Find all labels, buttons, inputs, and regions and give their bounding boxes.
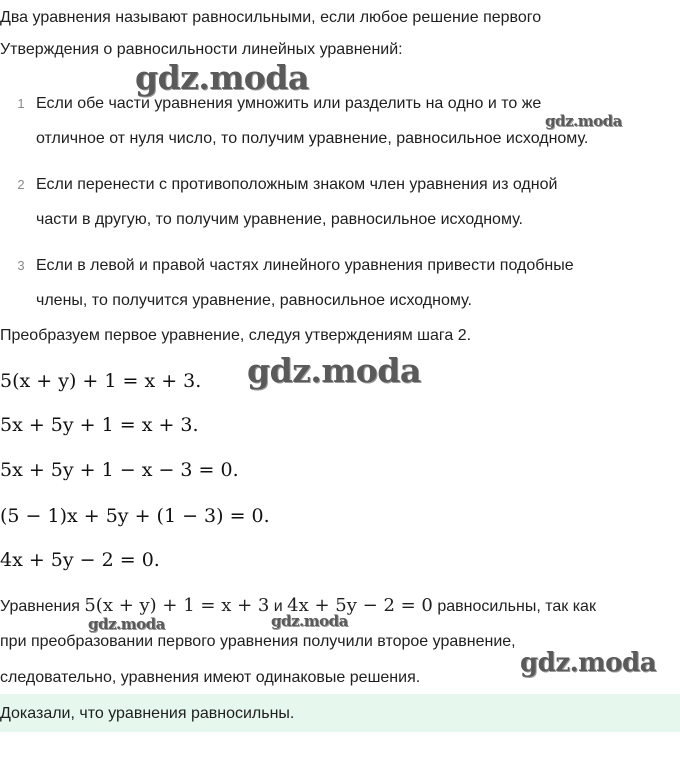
conclusion-box <box>0 694 680 732</box>
statement-line: Если в левой и правой частях линейного уравнения привести подобные <box>36 257 574 274</box>
summary-conjunction: и <box>269 598 288 615</box>
statement-number: 3 <box>17 258 25 273</box>
watermark-logo: gdz.moda <box>88 615 165 633</box>
summary-equation-1: 5(x + y) + 1 = x + 3 <box>84 595 270 616</box>
equation-step: (5 − 1)x + 5y + (1 − 3) = 0. <box>0 505 270 527</box>
statement-number: 1 <box>17 96 25 111</box>
summary-equation-2: 4x + 5y − 2 = 0 <box>287 595 433 616</box>
watermark-logo: gdz.moda <box>271 612 348 630</box>
statement-line: Если перенести с противоположным знаком член уравнения из одной <box>36 176 558 193</box>
equation-step: 4x + 5y − 2 = 0. <box>0 549 160 571</box>
statement-number: 2 <box>17 177 25 192</box>
statement-line: члены, то получится уравнение, равносильное исходному. <box>36 292 472 309</box>
equation-step: 5x + 5y + 1 − x − 3 = 0. <box>0 459 239 481</box>
conclusion-text: Доказали, что уравнения равносильны. <box>0 705 295 722</box>
transform-intro: Преобразуем первое уравнение, следуя утверждениям шага 2. <box>0 327 472 344</box>
statement-line: отличное от нуля число, то получим уравнение, равносильное исходному. <box>36 130 589 147</box>
summary-prefix: Уравнения <box>0 598 85 615</box>
equation-step: 5(x + y) + 1 = x + 3. <box>0 370 202 392</box>
watermark-logo: gdz.moda <box>545 112 622 130</box>
summary-line: при преобразовании первого уравнения получили второе уравнение, <box>0 633 516 650</box>
statements-title: Утверждения о равносильности линейных уравнений: <box>0 41 403 58</box>
watermark-logo: gdz.moda <box>520 648 657 678</box>
summary-suffix: равносильны, так как <box>432 598 596 615</box>
statement-line: части в другую, то получим уравнение, равносильное исходному. <box>36 211 523 228</box>
summary-line: следовательно, уравнения имеют одинаковые решения. <box>0 669 421 686</box>
equation-step: 5x + 5y + 1 = x + 3. <box>0 414 199 436</box>
definition-text: Два уравнения называют равносильными, если любое решение первого <box>0 9 542 26</box>
statement-line: Если обе части уравнения умножить или разделить на одно и то же <box>36 95 542 112</box>
watermark-logo: gdz.moda <box>135 58 309 97</box>
watermark-logo: gdz.moda <box>247 351 421 390</box>
